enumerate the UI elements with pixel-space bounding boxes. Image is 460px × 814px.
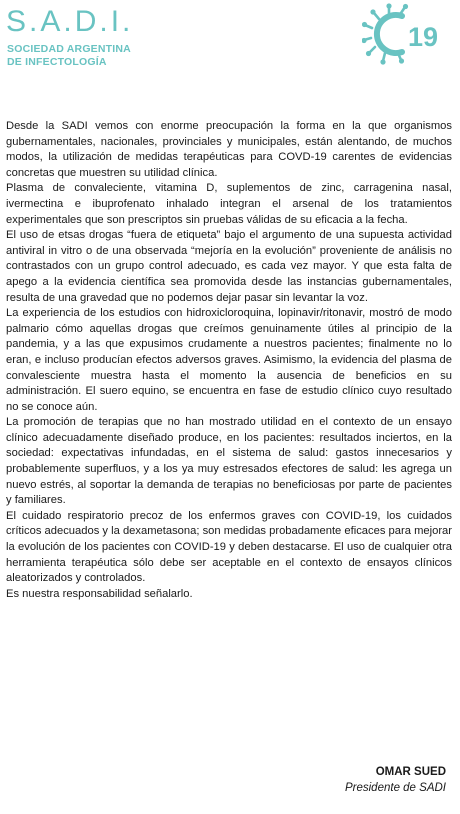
header <box>0 0 460 110</box>
signature-role: Presidente de SADI <box>344 782 446 794</box>
paragraph: El cuidado respiratorio precoz de los enfermos graves con COVID-19, los cuidados críticos adecuados y la dexametasona; son medidas probadamente eficaces para mejorar la evolución de los pacientes con COVID-19 y deben destacarse. El uso de cualquier otra herramienta terapéutica sólo debe ser aceptable en el contexto de ensayos clínicos aleatorizados y controlados. <box>6 509 452 585</box>
covid-19-logo-icon <box>362 2 454 66</box>
signature-name: OMAR SUED <box>375 766 446 778</box>
paragraph: La promoción de terapias que no han mostrado utilidad en el contexto de un ensayo clínico adecuadamente diseñado produce, en los pacientes: resultados inciertos, en la sociedad: expectativas infundadas, en el sistema de salud: gastos innecesarios y probablemente superfluos, y a los ya muy estresados efectores de salud: les agrega un nuevo estrés, al soportar la demanda de terapias no beneficiosas por parte de pacientes y familiares. <box>6 416 452 507</box>
article-body <box>6 119 452 602</box>
badge-number: 19 <box>408 22 439 52</box>
logo-subtitle <box>7 43 131 69</box>
paragraph: Plasma de convaleciente, vitamina D, suplementos de zinc, carragenina nasal, ivermectina e ibuprofenato inhalado integran el arsenal de los tratamientos experimentales que son prescriptos sin pruebas válidas de su eficacia a la fecha. <box>6 182 452 226</box>
logo-title: S.A.D.I. <box>6 5 134 38</box>
paragraph: El uso de etsas drogas “fuera de etiqueta” bajo el argumento de una supuesta actividad antiviral in vitro o de una observada “mejoría en la evolución” proveniente de análisis no contrastados con un grupo control adecuado, es cada vez mayor. Y que esta falta de apego a la evidencia científica sea promovida desde las instancias gubernamentales, resulta de una gravedad que no podemos dejar pasar sin levantar la voz. <box>6 229 452 304</box>
paragraph: Es nuestra responsabilidad señalarlo. <box>6 587 193 600</box>
signature <box>345 764 446 796</box>
paragraph: Desde la SADI vemos con enorme preocupación la forma en la que organismos gubernamentales, nacionales, provinciales y municipales, están alentando, de muchos modos, la utilización de medidas terapéuticas para COVD-19 carentes de evidencias concretas que muestren su utilidad clínica. <box>6 120 452 179</box>
paragraph: La experiencia de los estudios con hidroxicloroquina, lopinavir/ritonavir, mostró de modo palmario cómo aquellas drogas que creímos genuinamente útiles al principio de la pandemia, y a las que expusimos crudamente a nuestros pacientes; finalmente no lo eran, e incluso producían efectos adversos graves. Asimismo, la evidencia del plasma de convalesciente muestra hasta el momento la ausencia de beneficios en su administración. El suero equino, se encuentra en fase de estudio clínico cuyo resultado no se conoce aún. <box>6 307 452 413</box>
logo-subtitle-line-2: DE INFECTOLOGÍA <box>7 56 107 68</box>
logo-subtitle-line-1: SOCIEDAD ARGENTINA <box>7 43 131 55</box>
